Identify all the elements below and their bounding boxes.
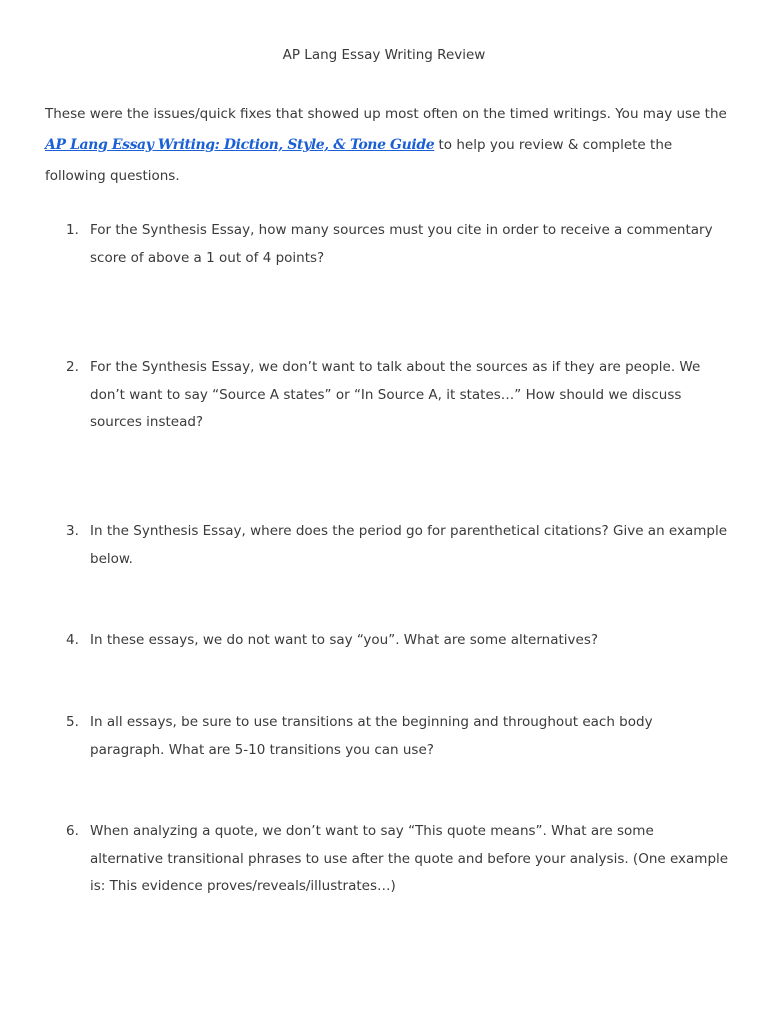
question-text: In these essays, we do not want to say “you”. What are some alternatives? bbox=[90, 632, 599, 648]
question-item-3 bbox=[66, 518, 730, 573]
question-number: 1. bbox=[66, 222, 79, 238]
question-item-6 bbox=[66, 818, 730, 901]
question-text: For the Synthesis Essay, we don’t want to talk about the sources as if they are people. We don’t want to say “Source A states” or “In Source A, it states…” How should we discuss sources instead? bbox=[90, 359, 701, 430]
question-number: 6. bbox=[66, 823, 79, 839]
intro-text-after-link: to help you review & complete the following questions. bbox=[45, 137, 673, 184]
intro-paragraph bbox=[45, 99, 735, 192]
question-text: For the Synthesis Essay, how many sources must you cite in order to receive a commentary score of above a 1 out of 4 points? bbox=[90, 222, 713, 266]
document-title: AP Lang Essay Writing Review bbox=[282, 47, 486, 63]
question-number: 2. bbox=[66, 359, 79, 375]
question-item-5 bbox=[66, 709, 730, 764]
question-number: 5. bbox=[66, 714, 79, 730]
guide-link[interactable]: AP Lang Essay Writing: Diction, Style, & Tone Guide bbox=[45, 137, 435, 153]
question-text: In the Synthesis Essay, where does the period go for parenthetical citations? Give an example below. bbox=[90, 523, 728, 567]
question-item-2 bbox=[66, 354, 730, 437]
intro-text: These were the issues/quick fixes that showed up most often on the timed writings. You may use the bbox=[45, 106, 727, 122]
question-number: 4. bbox=[66, 632, 79, 648]
question-number: 3. bbox=[66, 523, 79, 539]
question-text: When analyzing a quote, we don’t want to say “This quote means”. What are some alternative transitional phrases to use after the quote and before your analysis. (One example is: This evidence proves/reveals/illustrates…) bbox=[90, 823, 729, 894]
question-text: In all essays, be sure to use transitions at the beginning and throughout each body paragraph. What are 5-10 transitions you can use? bbox=[90, 714, 653, 758]
question-item-4 bbox=[66, 627, 730, 655]
question-item-1 bbox=[66, 217, 730, 272]
